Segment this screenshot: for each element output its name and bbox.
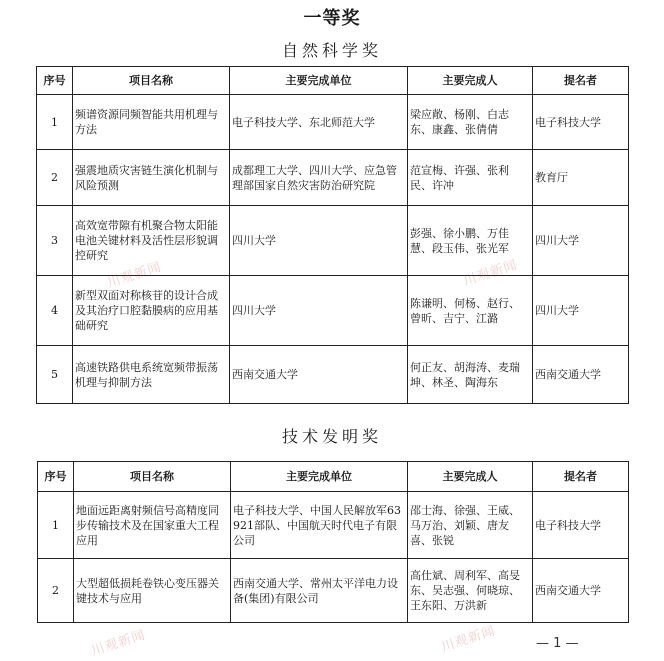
- row-nominator: 电子科技大学: [533, 95, 629, 150]
- header-people: 主要完成人: [408, 67, 533, 95]
- row-project-name: 大型超低损耗卷铁心变压器关键技术与应用: [74, 559, 231, 623]
- table-row: [37, 276, 629, 346]
- table-row: [38, 492, 629, 559]
- row-unit: 电子科技大学、中国人民解放军63921部队、中国航天时代电子有限公司: [231, 492, 408, 559]
- table-header-row: [38, 462, 629, 492]
- row-people: 范宣梅、许强、张利民、许冲: [408, 150, 533, 206]
- row-people: 何正友、胡海涛、麦瑞坤、林圣、陶海东: [408, 346, 533, 404]
- watermark: 川观新闻: [105, 259, 164, 292]
- header-no: 序号: [37, 67, 73, 95]
- watermark: 川观新闻: [461, 257, 520, 290]
- row-unit: 电子科技大学、东北师范大学: [230, 95, 408, 150]
- header-unit: 主要完成单位: [230, 67, 408, 95]
- row-no: 2: [37, 150, 73, 206]
- row-project-name: 频谱资源同频智能共用机理与方法: [73, 95, 230, 150]
- table-row: [37, 150, 629, 206]
- natural-science-award-table: [36, 66, 629, 404]
- section-title-technical-invention: 技术发明奖: [281, 427, 382, 446]
- header-project-name: 项目名称: [73, 67, 230, 95]
- row-nominator: 西南交通大学: [533, 346, 629, 404]
- table-header-row: [37, 67, 629, 95]
- row-project-name: 强震地质灾害链生演化机制与风险预测: [73, 150, 230, 206]
- technical-invention-award-table: [37, 461, 629, 623]
- row-people: 彭强、徐小鹏、万佳慧、段玉伟、张光军: [408, 206, 533, 276]
- row-unit: 西南交通大学: [230, 346, 408, 404]
- watermark: 川观新闻: [439, 623, 498, 656]
- row-no: 2: [38, 559, 74, 623]
- row-project-name: 新型双面对称核苷的设计合成及其治疗口腔黏膜病的应用基础研究: [73, 276, 230, 346]
- header-nominator: 提名者: [533, 462, 629, 492]
- page-number: — 1 —: [536, 636, 579, 651]
- row-no: 4: [37, 276, 73, 346]
- row-project-name: 高速铁路供电系统宽频带振荡机理与抑制方法: [73, 346, 230, 404]
- row-nominator: 电子科技大学: [533, 492, 629, 559]
- table-row: [37, 206, 629, 276]
- row-people: 梁应敞、杨刚、白志东、康鑫、张倩倩: [408, 95, 533, 150]
- section-title-natural-science: 自然科学奖: [281, 41, 382, 60]
- row-unit: 四川大学: [230, 276, 408, 346]
- row-no: 1: [37, 95, 73, 150]
- row-nominator: 西南交通大学: [533, 559, 629, 623]
- header-project-name: 项目名称: [74, 462, 231, 492]
- row-people: 高仕斌、周利军、高旻东、吴志强、何晓琼、王东阳、万洪新: [408, 559, 533, 623]
- row-project-name: 高效宽带隙有机聚合物太阳能电池关键材料及活性层形貌调控研究: [73, 206, 230, 276]
- row-no: 3: [37, 206, 73, 276]
- row-unit: 西南交通大学、常州太平洋电力设备(集团)有限公司: [231, 559, 408, 623]
- table-row: [38, 559, 629, 623]
- row-no: 1: [38, 492, 74, 559]
- header-unit: 主要完成单位: [231, 462, 408, 492]
- page-title: 一等奖: [303, 8, 361, 29]
- row-nominator: 教育厅: [533, 150, 629, 206]
- header-people: 主要完成人: [408, 462, 533, 492]
- table-row: [37, 95, 629, 150]
- table-row: [37, 346, 629, 404]
- row-unit: 四川大学: [230, 206, 408, 276]
- header-no: 序号: [38, 462, 74, 492]
- row-people: 陈谦明、何杨、赵行、曾昕、吉宁、江潞: [408, 276, 533, 346]
- row-nominator: 四川大学: [533, 206, 629, 276]
- row-people: 邵士海、徐强、王威、马万治、刘颖、唐友喜、张锐: [408, 492, 533, 559]
- row-no: 5: [37, 346, 73, 404]
- row-nominator: 四川大学: [533, 276, 629, 346]
- row-project-name: 地面远距离射频信号高精度同步传输技术及在国家重大工程应用: [74, 492, 231, 559]
- header-nominator: 提名者: [533, 67, 629, 95]
- watermark: 川观新闻: [89, 627, 148, 660]
- row-unit: 成都理工大学、四川大学、应急管理部国家自然灾害防治研究院: [230, 150, 408, 206]
